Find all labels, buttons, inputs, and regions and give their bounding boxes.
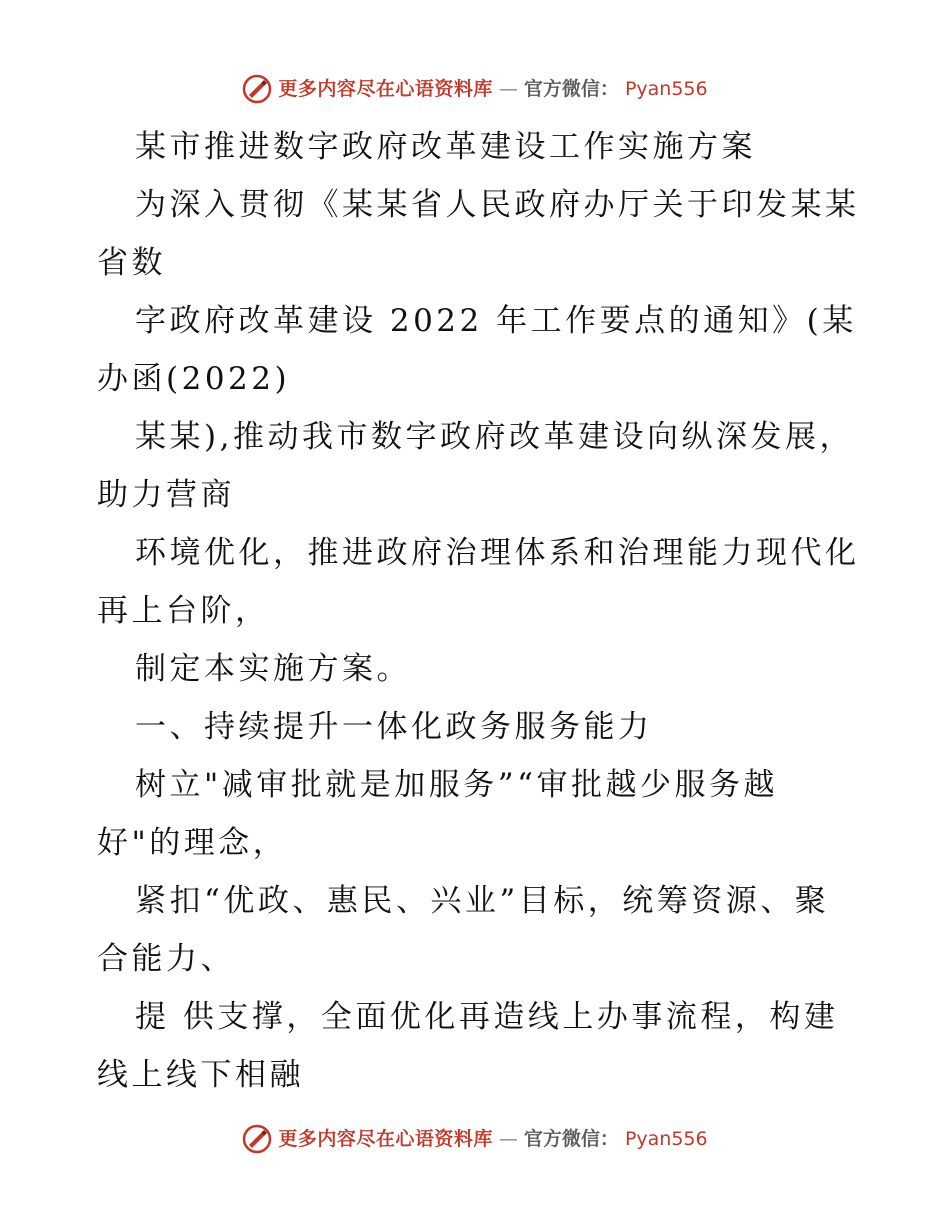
document-line: 好"的理念， bbox=[97, 825, 288, 861]
document-line: 某某),推动我市数字政府改革建设向纵深发展， bbox=[135, 419, 854, 455]
document-line: 树立"减审批就是加服务”“审批越少服务越 bbox=[135, 767, 778, 803]
section-heading: 一、持续提升一体化政务服务能力 bbox=[135, 709, 653, 745]
watermark-wechat-id: Pyan556 bbox=[624, 1128, 708, 1150]
watermark-sub-text: 官方微信： bbox=[523, 78, 619, 100]
document-line: 再上台阶， bbox=[97, 593, 270, 629]
document-line: 为深入贯彻《某某省人民政府办厅关于印发某某 bbox=[135, 187, 860, 223]
watermark-main-text: 更多内容尽在心语资料库 bbox=[278, 1128, 493, 1150]
document-body bbox=[97, 118, 877, 1104]
document-line: 紧扣“优政、惠民、兴业”目标，统筹资源、聚 bbox=[135, 883, 830, 919]
document-line: 合能力、 bbox=[97, 941, 235, 977]
document-line: 省数 bbox=[97, 245, 166, 281]
document-title: 某市推进数字政府改革建设工作实施方案 bbox=[135, 129, 756, 165]
watermark-dash: — bbox=[498, 1128, 518, 1150]
watermark-main-text: 更多内容尽在心语资料库 bbox=[278, 78, 493, 100]
watermark-sub-text: 官方微信： bbox=[523, 1128, 619, 1150]
document-line: 字政府改革建设 2022 年工作要点的通知》(某 bbox=[135, 303, 857, 339]
pen-logo-icon bbox=[242, 74, 272, 104]
watermark-header bbox=[0, 74, 950, 104]
watermark-footer bbox=[0, 1124, 950, 1154]
watermark-wechat-id: Pyan556 bbox=[624, 78, 708, 100]
watermark-dash: — bbox=[498, 78, 518, 100]
pen-logo-icon bbox=[242, 1124, 272, 1154]
document-line: 制定本实施方案。 bbox=[135, 651, 411, 687]
document-line: 环境优化，推进政府治理体系和治理能力现代化 bbox=[135, 535, 860, 571]
document-line: 线上线下相融 bbox=[97, 1057, 304, 1093]
document-line: 提 供支撑，全面优化再造线上办事流程，构建 bbox=[135, 999, 839, 1035]
document-line: 办函(2022) bbox=[97, 361, 291, 397]
document-line: 助力营商 bbox=[97, 477, 235, 513]
